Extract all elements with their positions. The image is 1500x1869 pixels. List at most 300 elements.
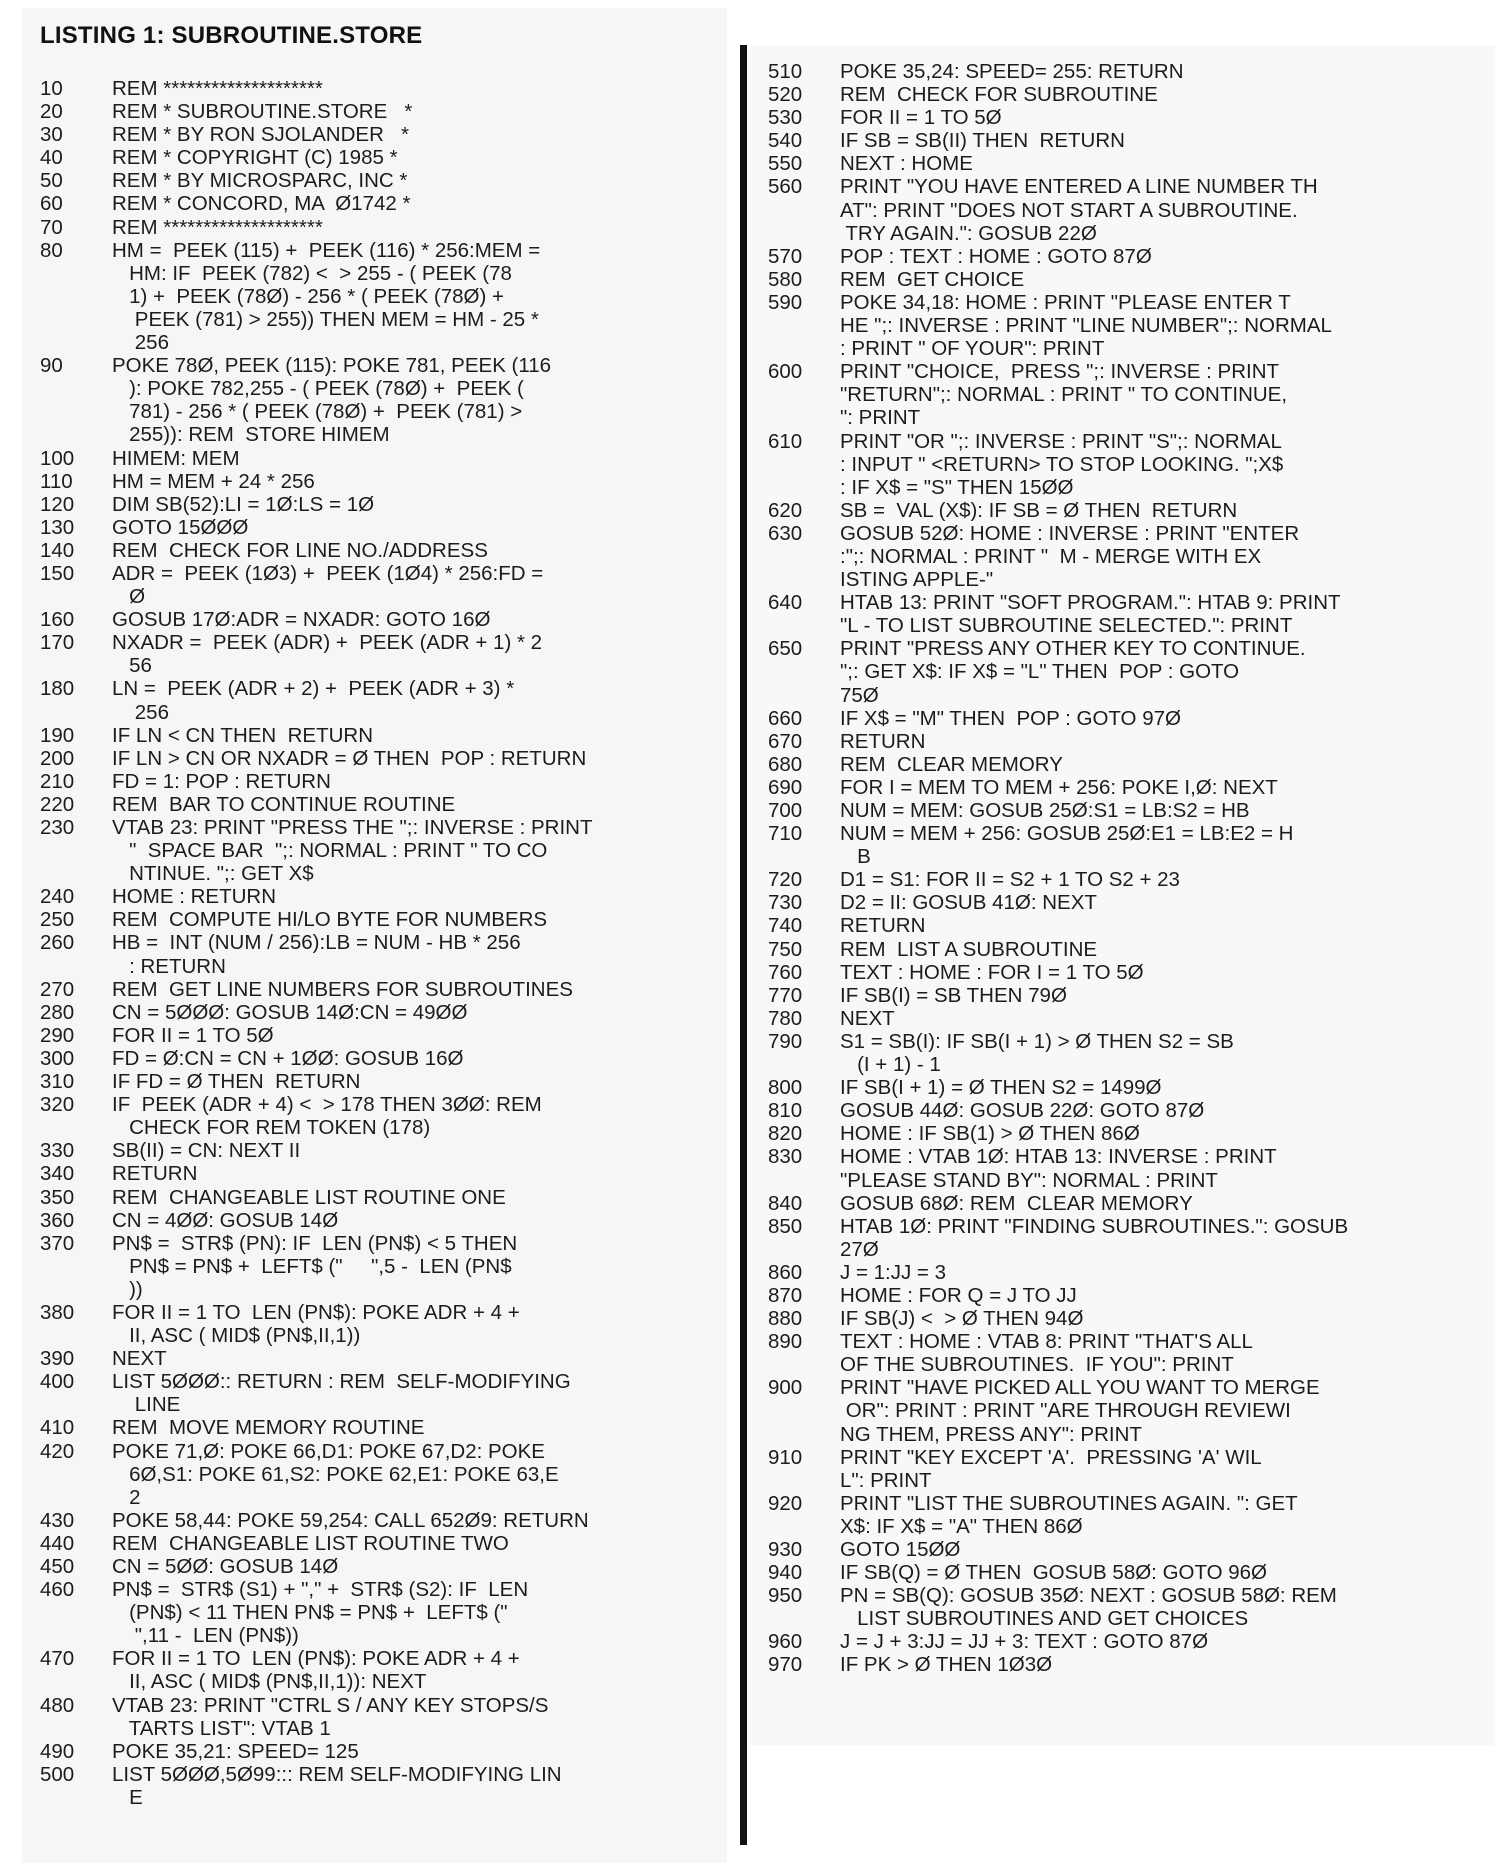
- line-code: REM * CONCORD, MA Ø1742 *: [112, 192, 411, 216]
- line-code: FOR II = 1 TO 5Ø: [840, 106, 1002, 130]
- line-code: J = J + 3:JJ = JJ + 3: TEXT : GOTO 87Ø: [840, 1630, 1209, 1654]
- code-line: [40, 470, 740, 493]
- code-line: [40, 955, 740, 978]
- line-code: GOSUB 17Ø:ADR = NXADR: GOTO 16Ø: [112, 608, 491, 632]
- code-line: [768, 499, 1488, 522]
- line-code: ADR = PEEK (1Ø3) + PEEK (1Ø4) * 256:FD =: [112, 561, 544, 585]
- line-code: TEXT : HOME : FOR I = 1 TO 5Ø: [840, 960, 1144, 984]
- code-line: [40, 331, 740, 354]
- line-number: [768, 199, 840, 222]
- line-number: 470: [40, 1647, 75, 1671]
- line-code: REM LIST A SUBROUTINE: [840, 937, 1098, 961]
- line-code: ): POKE 782,255 - ( PEEK (78Ø) + PEEK (: [112, 377, 524, 401]
- line-number: 240: [40, 885, 75, 909]
- line-code: IF FD = Ø THEN RETURN: [112, 1070, 361, 1094]
- code-line: [768, 222, 1488, 245]
- line-code: 27Ø: [840, 1237, 879, 1261]
- line-code: FD = Ø:CN = CN + 1ØØ: GOSUB 16Ø: [112, 1046, 464, 1070]
- line-code: 256: [112, 700, 169, 724]
- line-code: POKE 58,44: POKE 59,254: CALL 652Ø9: RETURN: [112, 1508, 589, 1532]
- code-line: [768, 453, 1488, 476]
- line-code: D2 = II: GOSUB 41Ø: NEXT: [840, 891, 1097, 915]
- code-line: [768, 337, 1488, 360]
- line-number: [768, 383, 840, 406]
- code-line: [40, 1001, 740, 1024]
- code-line: [40, 1486, 740, 1509]
- line-number: [40, 1255, 112, 1278]
- line-code: REM * BY RON SJOLANDER *: [112, 123, 409, 147]
- line-code: "RETURN";: NORMAL : PRINT " TO CONTINUE,: [840, 383, 1288, 407]
- code-line: [768, 707, 1488, 730]
- code-line: [768, 1376, 1488, 1399]
- code-line: [768, 730, 1488, 753]
- line-number: 880: [768, 1307, 803, 1331]
- code-line: [768, 129, 1488, 152]
- line-code: HE ";: INVERSE : PRINT "LINE NUMBER";: NORMAL: [840, 314, 1332, 338]
- line-code: HOME : IF SB(1) > Ø THEN 86Ø: [840, 1122, 1140, 1146]
- code-line: [40, 192, 740, 215]
- code-line: [768, 1307, 1488, 1330]
- code-line: [40, 1647, 740, 1670]
- line-number: 950: [768, 1584, 803, 1608]
- line-number: 10: [40, 77, 63, 100]
- line-number: [40, 654, 112, 677]
- line-number: 680: [768, 752, 803, 776]
- line-number: 490: [40, 1739, 75, 1763]
- code-line: [768, 1653, 1488, 1676]
- line-code: GOTO 15ØØØ: [112, 515, 249, 539]
- line-code: POKE 34,18: HOME : PRINT "PLEASE ENTER T: [840, 290, 1291, 314]
- code-line: [768, 60, 1488, 83]
- line-code: 56: [112, 654, 152, 678]
- code-line: [768, 545, 1488, 568]
- line-code: II, ASC ( MID$ (PN$,II,1)): [112, 1324, 361, 1348]
- code-line: [768, 845, 1488, 868]
- code-line: [768, 568, 1488, 591]
- listing-right-column: [768, 60, 1488, 1677]
- line-code: FOR II = 1 TO LEN (PN$): POKE ADR + 4 +: [112, 1647, 520, 1671]
- code-line: [768, 1492, 1488, 1515]
- line-code: OR": PRINT : PRINT "ARE THROUGH REVIEWI: [840, 1399, 1291, 1423]
- line-number: 850: [768, 1214, 803, 1238]
- code-line: [768, 637, 1488, 660]
- line-code: IF SB(Q) = Ø THEN GOSUB 58Ø: GOTO 96Ø: [840, 1561, 1267, 1585]
- line-code: 2: [112, 1485, 141, 1509]
- line-number: [768, 1353, 840, 1376]
- line-number: 220: [40, 792, 75, 816]
- code-line: [40, 1763, 740, 1786]
- line-code: CN = 5ØØ: GOSUB 14Ø: [112, 1555, 339, 1578]
- line-code: FOR II = 1 TO 5Ø: [112, 1023, 274, 1047]
- code-line: [768, 614, 1488, 637]
- line-code: "PLEASE STAND BY": NORMAL : PRINT: [840, 1168, 1218, 1192]
- line-code: FOR II = 1 TO LEN (PN$): POKE ADR + 4 +: [112, 1300, 520, 1324]
- code-line: [768, 591, 1488, 614]
- code-line: [40, 839, 740, 862]
- code-line: [40, 562, 740, 585]
- line-number: 710: [768, 822, 803, 846]
- line-number: 100: [40, 446, 75, 470]
- line-number: [40, 862, 112, 885]
- line-code: PRINT "KEY EXCEPT 'A'. PRESSING 'A' WIL: [840, 1445, 1262, 1469]
- code-line: [40, 1186, 740, 1209]
- line-code: 255)): REM STORE HIMEM: [112, 423, 390, 447]
- line-code: 781) - 256 * ( PEEK (78Ø) + PEEK (781) >: [112, 400, 523, 424]
- line-code: HOME : VTAB 1Ø: HTAB 13: INVERSE : PRINT: [840, 1145, 1277, 1169]
- line-number: [40, 1116, 112, 1139]
- line-code: POP : TEXT : HOME : GOTO 87Ø: [840, 244, 1152, 268]
- code-line: [768, 1353, 1488, 1376]
- line-number: 270: [40, 977, 75, 1001]
- line-number: [40, 955, 112, 978]
- code-line: [40, 1047, 740, 1070]
- code-line: [768, 1099, 1488, 1122]
- line-code: II, ASC ( MID$ (PN$,II,1)): NEXT: [112, 1670, 427, 1694]
- line-number: [768, 1423, 840, 1446]
- line-code: HM = PEEK (115) + PEEK (116) * 256:MEM =: [112, 238, 541, 262]
- line-code: GOSUB 52Ø: HOME : INVERSE : PRINT "ENTER: [840, 521, 1300, 545]
- line-number: 540: [768, 129, 803, 153]
- line-code: HTAB 13: PRINT "SOFT PROGRAM.": HTAB 9: PRINT: [840, 591, 1341, 615]
- code-line: [768, 984, 1488, 1007]
- line-number: 970: [768, 1653, 803, 1677]
- line-number: 810: [768, 1099, 803, 1123]
- line-code: LIST 5ØØØ:: RETURN : REM SELF-MODIFYING: [112, 1370, 571, 1394]
- line-code: HM = MEM + 24 * 256: [112, 469, 315, 493]
- line-number: 720: [768, 868, 803, 892]
- line-number: 910: [768, 1445, 803, 1469]
- line-number: [768, 1515, 840, 1538]
- line-code: POKE 35,21: SPEED= 125: [112, 1739, 359, 1763]
- code-line: [768, 891, 1488, 914]
- line-number: [40, 308, 112, 331]
- line-number: 30: [40, 123, 63, 147]
- line-number: 70: [40, 215, 63, 239]
- code-line: [40, 1209, 740, 1232]
- line-code: PN = SB(Q): GOSUB 35Ø: NEXT : GOSUB 58Ø: REM: [840, 1584, 1337, 1608]
- line-number: 740: [768, 914, 803, 938]
- line-number: 400: [40, 1370, 75, 1394]
- code-line: [768, 406, 1488, 429]
- line-number: 860: [768, 1260, 803, 1284]
- line-number: [768, 406, 840, 429]
- line-number: [40, 1486, 112, 1509]
- line-number: 900: [768, 1376, 803, 1400]
- line-code: (I + 1) - 1: [840, 1053, 941, 1077]
- line-code: NEXT : HOME: [840, 152, 973, 176]
- line-code: HOME : RETURN: [112, 885, 276, 909]
- line-code: IF SB(I) = SB THEN 79Ø: [840, 983, 1067, 1007]
- line-code: " SPACE BAR ";: NORMAL : PRINT " TO CO: [112, 839, 548, 863]
- code-line: [40, 400, 740, 423]
- code-line: [40, 654, 740, 677]
- code-line: [40, 1624, 740, 1647]
- line-number: 50: [40, 169, 63, 193]
- line-number: 310: [40, 1070, 75, 1094]
- code-line: [768, 476, 1488, 499]
- code-line: [40, 1139, 740, 1162]
- code-line: [40, 1116, 740, 1139]
- code-line: [40, 77, 740, 100]
- line-number: 460: [40, 1578, 75, 1602]
- line-number: [768, 1169, 840, 1192]
- line-code: IF LN < CN THEN RETURN: [112, 723, 374, 747]
- line-code: PRINT "CHOICE, PRESS ";: INVERSE : PRINT: [840, 360, 1280, 384]
- line-number: 820: [768, 1122, 803, 1146]
- line-number: 60: [40, 192, 63, 216]
- line-code: RETURN: [840, 914, 926, 938]
- line-code: REM CHANGEABLE LIST ROUTINE TWO: [112, 1531, 509, 1555]
- line-number: 500: [40, 1762, 75, 1786]
- code-line: [40, 1324, 740, 1347]
- line-number: 80: [40, 238, 63, 262]
- line-number: [40, 1463, 112, 1486]
- line-code: S1 = SB(I): IF SB(I + 1) > Ø THEN S2 = SB: [840, 1029, 1234, 1053]
- code-line: [768, 83, 1488, 106]
- code-line: [768, 799, 1488, 822]
- line-number: 320: [40, 1093, 75, 1117]
- line-number: 390: [40, 1347, 75, 1371]
- code-line: [40, 1162, 740, 1185]
- line-number: 130: [40, 515, 75, 539]
- code-line: [768, 106, 1488, 129]
- code-line: [768, 1076, 1488, 1099]
- line-number: 630: [768, 521, 803, 545]
- line-number: 650: [768, 637, 803, 661]
- code-line: [768, 1446, 1488, 1469]
- line-number: 840: [768, 1191, 803, 1215]
- line-number: 920: [768, 1491, 803, 1515]
- line-number: 120: [40, 492, 75, 516]
- line-number: [768, 453, 840, 476]
- code-line: [40, 1532, 740, 1555]
- code-line: [40, 1301, 740, 1324]
- line-number: 40: [40, 146, 63, 170]
- line-code: IF SB(J) < > Ø THEN 94Ø: [840, 1307, 1084, 1331]
- line-code: :";: NORMAL : PRINT " M - MERGE WITH EX: [840, 544, 1262, 568]
- line-code: "L - TO LIST SUBROUTINE SELECTED.": PRINT: [840, 614, 1293, 638]
- line-number: [40, 1393, 112, 1416]
- line-number: [768, 222, 840, 245]
- line-code: REM CHANGEABLE LIST ROUTINE ONE: [112, 1185, 506, 1209]
- listing-left-column: [40, 77, 740, 1809]
- code-line: [40, 816, 740, 839]
- code-line: [40, 169, 740, 192]
- code-line: [768, 1561, 1488, 1584]
- code-line: [768, 1399, 1488, 1422]
- line-number: [40, 839, 112, 862]
- code-line: [40, 931, 740, 954]
- line-number: [40, 701, 112, 724]
- code-line: [40, 1232, 740, 1255]
- line-number: [768, 476, 840, 499]
- code-line: [40, 1786, 740, 1809]
- line-code: PN$ = STR$ (PN): IF LEN (PN$) < 5 THEN: [112, 1231, 518, 1255]
- line-number: 330: [40, 1139, 75, 1163]
- code-line: [768, 1607, 1488, 1630]
- code-line: [768, 753, 1488, 776]
- line-code: REM GET LINE NUMBERS FOR SUBROUTINES: [112, 977, 573, 1001]
- code-line: [40, 423, 740, 446]
- code-line: [768, 522, 1488, 545]
- line-code: HB = INT (NUM / 256):LB = NUM - HB * 256: [112, 931, 521, 955]
- line-code: REM * COPYRIGHT (C) 1985 *: [112, 146, 398, 170]
- line-code: 6Ø,S1: POKE 61,S2: POKE 62,E1: POKE 63,E: [112, 1462, 559, 1486]
- line-number: 620: [768, 498, 803, 522]
- code-line: [40, 770, 740, 793]
- line-number: 440: [40, 1531, 75, 1555]
- line-code: PRINT "HAVE PICKED ALL YOU WANT TO MERGE: [840, 1376, 1320, 1400]
- code-line: [768, 1261, 1488, 1284]
- code-line: [40, 1070, 740, 1093]
- line-code: RETURN: [112, 1162, 198, 1186]
- code-line: [40, 216, 740, 239]
- line-code: : IF X$ = "S" THEN 15ØØ: [840, 475, 1074, 499]
- line-code: NTINUE. ";: GET X$: [112, 862, 314, 886]
- line-number: [40, 1601, 112, 1624]
- code-line: [768, 360, 1488, 383]
- code-line: [40, 308, 740, 331]
- line-number: 610: [768, 429, 803, 453]
- code-line: [768, 1538, 1488, 1561]
- line-number: 480: [40, 1693, 75, 1717]
- code-line: [768, 175, 1488, 198]
- line-number: 560: [768, 175, 803, 199]
- line-code: REM CHECK FOR LINE NO./ADDRESS: [112, 538, 488, 562]
- line-code: CN = 4ØØ: GOSUB 14Ø: [112, 1208, 339, 1232]
- line-number: 750: [768, 937, 803, 961]
- line-code: REM * BY MICROSPARC, INC *: [112, 169, 408, 193]
- code-line: [768, 1284, 1488, 1307]
- code-line: [40, 539, 740, 562]
- line-code: B: [840, 845, 871, 869]
- line-code: POKE 35,24: SPEED= 255: RETURN: [840, 60, 1184, 83]
- code-line: [768, 914, 1488, 937]
- code-line: [768, 961, 1488, 984]
- line-number: 770: [768, 983, 803, 1007]
- line-number: [40, 262, 112, 285]
- code-line: [40, 908, 740, 931]
- code-line: [768, 1145, 1488, 1168]
- line-code: TARTS LIST": VTAB 1: [112, 1716, 331, 1740]
- code-line: [768, 1053, 1488, 1076]
- line-code: NUM = MEM + 256: GOSUB 25Ø:E1 = LB:E2 = H: [840, 822, 1294, 846]
- line-code: REM * SUBROUTINE.STORE *: [112, 100, 413, 124]
- code-line: [768, 1584, 1488, 1607]
- line-number: [40, 400, 112, 423]
- line-number: 260: [40, 931, 75, 955]
- line-number: 450: [40, 1555, 75, 1578]
- line-number: 280: [40, 1000, 75, 1024]
- line-number: [40, 285, 112, 308]
- line-number: 410: [40, 1416, 75, 1440]
- code-line: [40, 239, 740, 262]
- line-number: 230: [40, 816, 75, 839]
- code-line: [40, 1440, 740, 1463]
- code-line: [40, 146, 740, 169]
- line-code: SB = VAL (X$): IF SB = Ø THEN RETURN: [840, 498, 1238, 522]
- line-code: ",11 - LEN (PN$)): [112, 1624, 299, 1648]
- line-number: 570: [768, 244, 803, 268]
- code-line: [768, 684, 1488, 707]
- code-line: [768, 314, 1488, 337]
- line-number: 730: [768, 891, 803, 915]
- line-code: REM CHECK FOR SUBROUTINE: [840, 83, 1158, 107]
- code-line: [768, 822, 1488, 845]
- line-code: GOSUB 44Ø: GOSUB 22Ø: GOTO 87Ø: [840, 1099, 1205, 1123]
- code-line: [40, 447, 740, 470]
- line-code: GOTO 15ØØ: [840, 1538, 961, 1561]
- code-line: [40, 285, 740, 308]
- line-code: )): [112, 1277, 143, 1301]
- line-number: 140: [40, 538, 75, 562]
- line-code: SB(II) = CN: NEXT II: [112, 1139, 301, 1163]
- line-number: 590: [768, 290, 803, 314]
- line-number: 370: [40, 1231, 75, 1255]
- line-number: [768, 1469, 840, 1492]
- line-number: [40, 1624, 112, 1647]
- line-number: 700: [768, 799, 803, 822]
- code-line: [40, 862, 740, 885]
- line-number: 960: [768, 1630, 803, 1654]
- line-code: REM CLEAR MEMORY: [840, 752, 1063, 776]
- code-line: [40, 1717, 740, 1740]
- code-line: [40, 1694, 740, 1717]
- code-line: [768, 776, 1488, 799]
- line-number: 90: [40, 354, 63, 378]
- code-line: [40, 377, 740, 400]
- line-number: 940: [768, 1561, 803, 1585]
- code-line: [40, 1093, 740, 1116]
- code-line: [768, 1007, 1488, 1030]
- code-line: [40, 1509, 740, 1532]
- line-number: [40, 1717, 112, 1740]
- line-code: 75Ø: [840, 683, 879, 707]
- line-code: (PN$) < 11 THEN PN$ = PN$ + LEFT$ (": [112, 1601, 508, 1625]
- line-number: 930: [768, 1538, 803, 1561]
- code-line: [40, 608, 740, 631]
- listing-title: LISTING 1: SUBROUTINE.STORE: [40, 22, 423, 49]
- line-code: : PRINT " OF YOUR": PRINT: [840, 337, 1105, 361]
- line-code: PN$ = STR$ (S1) + "," + STR$ (S2): IF LEN: [112, 1578, 529, 1602]
- line-code: NG THEM, PRESS ANY": PRINT: [840, 1422, 1142, 1446]
- line-number: 380: [40, 1300, 75, 1324]
- line-code: J = 1:JJ = 3: [840, 1260, 946, 1284]
- code-line: [40, 123, 740, 146]
- line-code: FD = 1: POP : RETURN: [112, 769, 331, 793]
- line-code: : RETURN: [112, 954, 226, 978]
- line-code: 1) + PEEK (78Ø) - 256 * ( PEEK (78Ø) +: [112, 284, 504, 308]
- line-code: IF X$ = "M" THEN POP : GOTO 97Ø: [840, 706, 1181, 730]
- code-line: [768, 383, 1488, 406]
- line-code: HIMEM: MEM: [112, 446, 240, 470]
- line-code: REM GET CHOICE: [840, 267, 1025, 291]
- line-number: 430: [40, 1508, 75, 1532]
- line-code: TRY AGAIN.": GOSUB 22Ø: [840, 221, 1097, 245]
- line-number: [768, 660, 840, 683]
- code-line: [768, 1515, 1488, 1538]
- code-line: [40, 1393, 740, 1416]
- line-number: 550: [768, 152, 803, 176]
- line-code: VTAB 23: PRINT "CTRL S / ANY KEY STOPS/S: [112, 1693, 549, 1717]
- line-code: CN = 5ØØØ: GOSUB 14Ø:CN = 49ØØ: [112, 1000, 468, 1024]
- code-line: [40, 1278, 740, 1301]
- code-line: [768, 1169, 1488, 1192]
- code-line: [768, 245, 1488, 268]
- code-line: [768, 1192, 1488, 1215]
- line-code: NXADR = PEEK (ADR) + PEEK (ADR + 1) * 2: [112, 631, 543, 655]
- line-code: RETURN: [840, 729, 926, 753]
